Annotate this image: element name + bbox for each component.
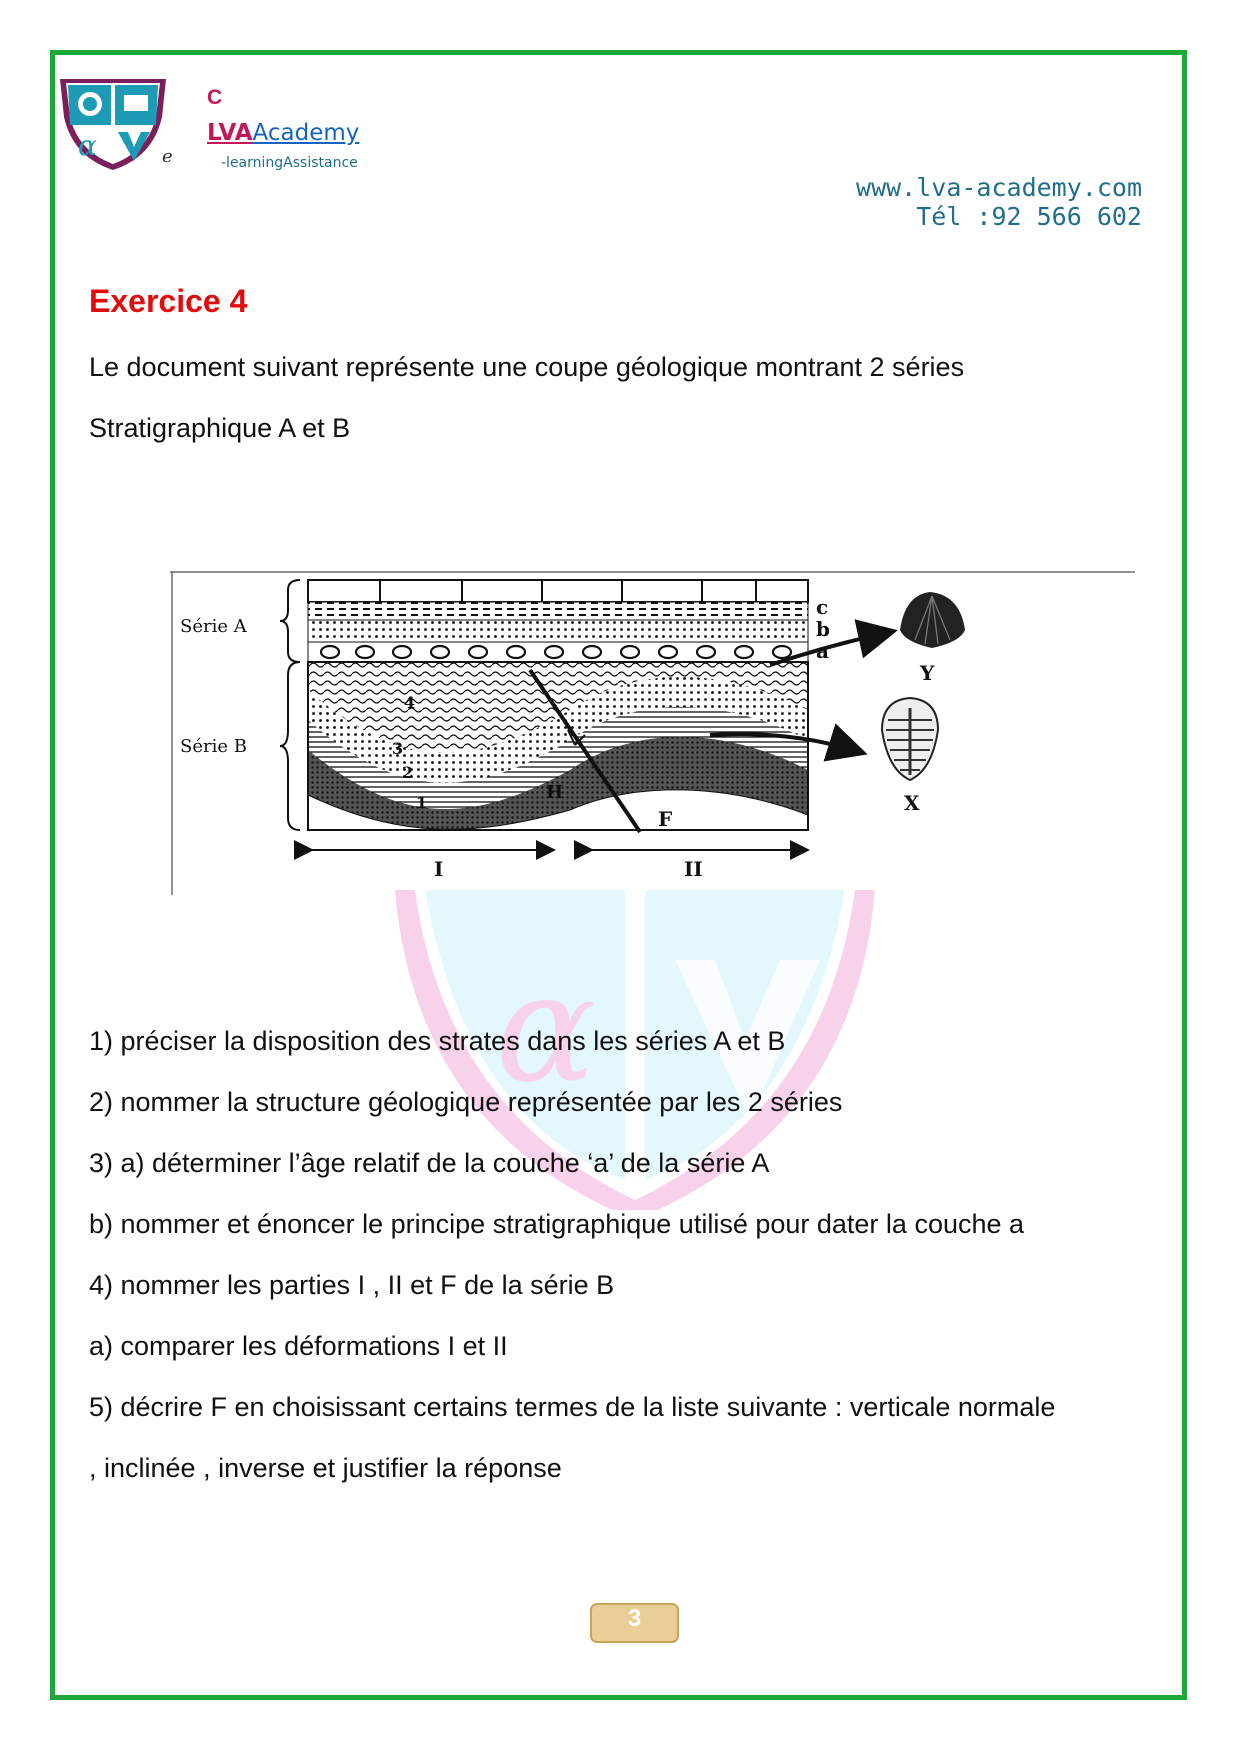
exercise-title: Exercice 4 [89, 283, 248, 319]
layer-b-label: b [816, 617, 830, 641]
svg-text:α: α [495, 942, 597, 1116]
layer-1-label: 1 [416, 793, 428, 812]
brand-lva: LVA [207, 120, 253, 146]
layer-2-label: 2 [402, 763, 414, 782]
question-4: 4) nommer les parties I , II et F de la série B [89, 1270, 615, 1300]
label-i: I [434, 857, 444, 881]
layer-3-label: 3 [392, 739, 404, 758]
question-2: 2) nommer la structure géologique représentée par les 2 séries [89, 1087, 843, 1117]
question-1: 1) préciser la disposition des strates dans les séries A et B [89, 1026, 786, 1056]
brand-academy: Academy [252, 120, 360, 146]
question-3a: 3) a) déterminer l’âge relatif de la couche ‘a’ de la série A [89, 1148, 770, 1178]
layer-4-label: 4 [404, 693, 416, 712]
question-5-cont: , inclinée , inverse et justifier la réponse [89, 1453, 562, 1483]
layer-c-label: c [816, 595, 829, 619]
phone-number: Tél :92 566 602 [916, 202, 1142, 231]
brand-tagline: -learningAssistance [221, 155, 358, 171]
geological-section-figure [170, 570, 1135, 900]
svg-text:α: α [78, 129, 97, 162]
page-number-badge: 3 [590, 1603, 679, 1643]
label-h: H [546, 782, 564, 803]
label-f: F [658, 807, 673, 831]
intro-line-2: Stratigraphique A et B [89, 413, 351, 443]
website-link[interactable]: www.lva-academy.com [856, 173, 1142, 202]
intro-line-1: Le document suivant représente une coupe géologique montrant 2 séries [89, 352, 965, 382]
serie-b-label: Série B [180, 736, 247, 757]
question-3b: b) nommer et énoncer le principe stratigraphique utilisé pour dater la couche a [89, 1209, 1025, 1239]
label-ii: II [684, 857, 703, 881]
fossil-x-trilobite [882, 698, 938, 780]
serie-a-label: Série A [180, 616, 247, 637]
layer-a-label: a [816, 639, 829, 663]
brand-e: e [162, 146, 173, 167]
fossil-y-label: Y [920, 661, 935, 685]
brand-initial: C [207, 86, 223, 109]
question-4a: a) comparer les déformations I et II [89, 1331, 508, 1361]
fossil-x-label: X [904, 791, 920, 815]
brand-name [207, 120, 359, 146]
fossil-y-shell [900, 592, 965, 648]
question-5: 5) décrire F en choisissant certains termes de la liste suivante : verticale normale [89, 1392, 1056, 1422]
lva-logo [58, 77, 168, 172]
contact-info [856, 173, 1142, 231]
